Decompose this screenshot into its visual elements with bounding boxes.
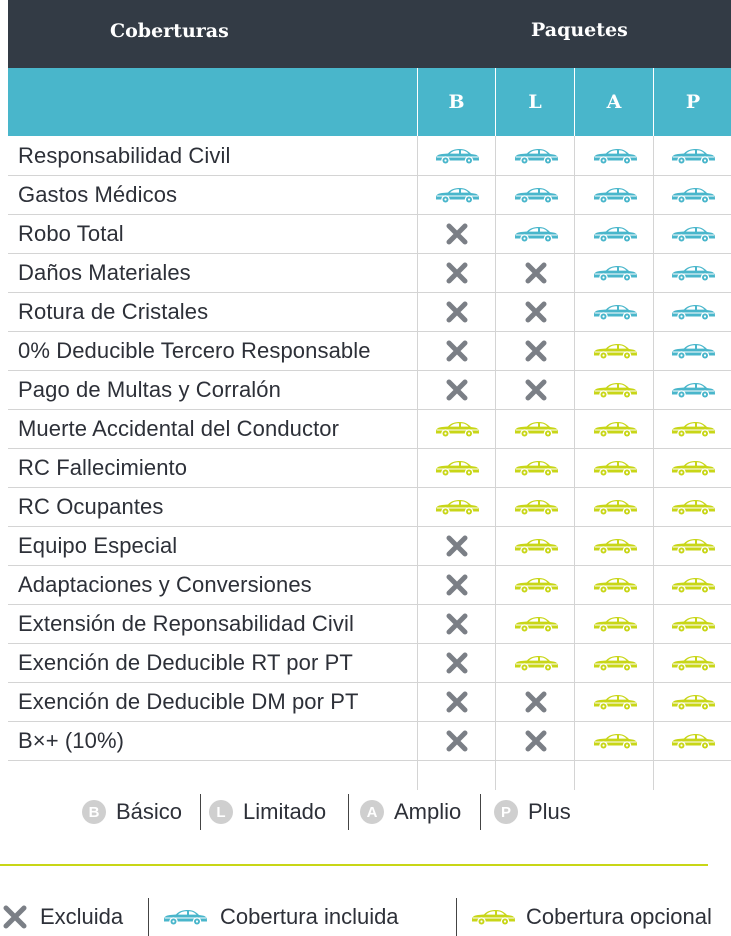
x-icon xyxy=(445,261,469,285)
car-icon-blue xyxy=(670,185,716,205)
car-icon-lime xyxy=(592,380,638,400)
column-divider xyxy=(574,760,575,790)
coverage-cell-a xyxy=(574,721,654,760)
coverage-cell-a xyxy=(574,526,654,565)
car-icon-lime xyxy=(592,575,638,595)
package-col-l: L xyxy=(495,68,574,136)
coverage-cell-p xyxy=(653,721,731,760)
legend-package-label: Básico xyxy=(116,799,183,824)
coverage-cell-l xyxy=(495,487,575,526)
car-icon-lime xyxy=(670,458,716,478)
legend-divider xyxy=(348,794,349,830)
coverage-cell-a xyxy=(574,370,654,409)
table-row xyxy=(8,487,731,527)
legend-package-label: Plus xyxy=(528,799,571,824)
car-icon-lime xyxy=(592,341,638,361)
car-icon-blue xyxy=(592,185,638,205)
car-icon-blue xyxy=(670,224,716,244)
legend-divider xyxy=(200,794,201,830)
coverage-cell-p xyxy=(653,370,731,409)
coverage-cell-l xyxy=(495,604,575,643)
x-icon xyxy=(445,378,469,402)
coverage-cell-b xyxy=(417,526,496,565)
coverage-cell-b xyxy=(417,721,496,760)
coverage-cell-a xyxy=(574,136,654,175)
column-divider xyxy=(417,760,418,790)
coverage-cell-p xyxy=(653,643,731,682)
legend-package-p xyxy=(494,794,571,830)
coverage-cell-p xyxy=(653,682,731,721)
coverage-label: Exención de Deducible RT por PT xyxy=(18,650,353,675)
car-icon-lime xyxy=(513,458,559,478)
coverage-cell-l xyxy=(495,136,575,175)
coverage-cell-p xyxy=(653,253,731,292)
table-row xyxy=(8,370,731,410)
coverage-cell-p xyxy=(653,409,731,448)
car-icon-lime xyxy=(513,575,559,595)
x-icon xyxy=(445,300,469,324)
car-icon-blue xyxy=(513,224,559,244)
car-icon-blue xyxy=(513,185,559,205)
coverage-label: Daños Materiales xyxy=(18,260,191,285)
coverage-label: B×+ (10%) xyxy=(18,728,125,753)
car-icon-blue xyxy=(670,263,716,283)
car-icon-lime xyxy=(670,653,716,673)
coverage-label: Muerte Accidental del Conductor xyxy=(18,416,340,441)
coverage-cell-b xyxy=(417,448,496,487)
coverage-cell-a xyxy=(574,292,654,331)
x-icon xyxy=(524,339,548,363)
car-icon-lime xyxy=(513,653,559,673)
car-icon-lime xyxy=(670,731,716,751)
coverage-cell-a xyxy=(574,643,654,682)
coverage-cell-l xyxy=(495,565,575,604)
coverage-cell-b xyxy=(417,175,496,214)
car-icon-lime xyxy=(670,419,716,439)
coverage-cell-b xyxy=(417,370,496,409)
x-icon xyxy=(524,729,548,753)
car-icon-lime xyxy=(513,614,559,634)
coverage-cell-p xyxy=(653,487,731,526)
car-icon-lime xyxy=(592,653,638,673)
car-icon-lime xyxy=(434,497,480,517)
car-icon-lime xyxy=(592,458,638,478)
coverage-cell-a xyxy=(574,175,654,214)
legend-optional xyxy=(470,898,712,936)
legend-divider xyxy=(148,898,149,936)
car-icon-lime xyxy=(670,614,716,634)
legend-included xyxy=(162,898,399,936)
x-icon xyxy=(445,690,469,714)
badge-b: B xyxy=(82,800,106,824)
car-icon-blue xyxy=(670,146,716,166)
car-icon-blue xyxy=(670,341,716,361)
car-icon-lime xyxy=(513,536,559,556)
coverage-cell-b xyxy=(417,136,496,175)
coverage-cell-l xyxy=(495,721,575,760)
x-icon xyxy=(524,378,548,402)
coverage-cell-a xyxy=(574,565,654,604)
coverage-label: Extensión de Reponsabilidad Civil xyxy=(18,611,354,636)
coverage-cell-p xyxy=(653,526,731,565)
x-icon xyxy=(524,690,548,714)
table-row xyxy=(8,565,731,605)
x-icon xyxy=(445,534,469,558)
legend-divider xyxy=(480,794,481,830)
table-row xyxy=(8,214,731,254)
car-icon-blue xyxy=(592,263,638,283)
coverage-cell-l xyxy=(495,643,575,682)
legend-included-label: Cobertura incluida xyxy=(220,904,399,929)
car-icon-lime xyxy=(592,419,638,439)
legend-package-a xyxy=(360,794,461,830)
coverage-label: Robo Total xyxy=(18,221,124,246)
coverage-cell-b xyxy=(417,643,496,682)
coverage-label: Responsabilidad Civil xyxy=(18,143,231,168)
coverage-cell-a xyxy=(574,487,654,526)
divider-line xyxy=(0,864,708,866)
car-icon-lime xyxy=(592,536,638,556)
coverage-cell-b xyxy=(417,409,496,448)
car-icon-blue xyxy=(434,185,480,205)
packages-header: Paquetes xyxy=(531,19,628,41)
coverage-cell-a xyxy=(574,604,654,643)
car-icon-blue xyxy=(513,146,559,166)
coverage-cell-a xyxy=(574,253,654,292)
legend-package-label: Limitado xyxy=(243,799,327,824)
badge-l: L xyxy=(209,800,233,824)
x-icon xyxy=(445,339,469,363)
car-icon-blue xyxy=(592,302,638,322)
legend-package-l xyxy=(209,794,326,830)
table-row xyxy=(8,526,731,566)
car-icon-lime xyxy=(592,497,638,517)
coverage-label: Adaptaciones y Conversiones xyxy=(18,572,312,597)
coverages-header: Coberturas xyxy=(110,20,229,42)
legend-optional-label: Cobertura opcional xyxy=(526,904,712,929)
coverage-cell-b xyxy=(417,487,496,526)
coverage-cell-p xyxy=(653,331,731,370)
car-icon-lime xyxy=(592,731,638,751)
x-icon xyxy=(445,651,469,675)
coverage-cell-b xyxy=(417,331,496,370)
legend-package-b xyxy=(82,794,182,830)
car-icon-blue xyxy=(592,146,638,166)
car-icon-lime xyxy=(513,497,559,517)
car-icon-lime xyxy=(670,497,716,517)
package-col-p: P xyxy=(653,68,731,136)
coverage-label: Exención de Deducible DM por PT xyxy=(18,689,359,714)
x-icon xyxy=(524,261,548,285)
car-icon-lime xyxy=(670,536,716,556)
coverage-cell-p xyxy=(653,175,731,214)
package-col-a: A xyxy=(574,68,653,136)
x-icon xyxy=(524,300,548,324)
car-icon-lime xyxy=(592,692,638,712)
x-icon xyxy=(445,222,469,246)
column-divider xyxy=(653,760,654,790)
coverage-cell-p xyxy=(653,136,731,175)
coverage-cell-p xyxy=(653,448,731,487)
coverage-cell-p xyxy=(653,604,731,643)
table-row xyxy=(8,604,731,644)
coverage-cell-l xyxy=(495,214,575,253)
coverage-cell-a xyxy=(574,448,654,487)
coverage-label: RC Fallecimiento xyxy=(18,455,188,480)
coverage-cell-l xyxy=(495,331,575,370)
coverage-cell-l xyxy=(495,292,575,331)
coverage-label: RC Ocupantes xyxy=(18,494,164,519)
car-icon-lime xyxy=(513,419,559,439)
table-row xyxy=(8,292,731,332)
car-icon-blue xyxy=(434,146,480,166)
table-row xyxy=(8,643,731,683)
coverage-cell-l xyxy=(495,175,575,214)
coverage-cell-l xyxy=(495,448,575,487)
legend-package-label: Amplio xyxy=(394,799,462,824)
x-icon xyxy=(445,729,469,753)
badge-a: A xyxy=(360,800,384,824)
table-row xyxy=(8,136,731,176)
package-col-b: B xyxy=(417,68,495,136)
coverage-cell-l xyxy=(495,682,575,721)
coverage-cell-p xyxy=(653,565,731,604)
coverage-label: Gastos Médicos xyxy=(18,182,178,207)
table-row xyxy=(8,175,731,215)
coverage-cell-l xyxy=(495,526,575,565)
coverage-cell-a xyxy=(574,409,654,448)
car-icon-lime xyxy=(434,458,480,478)
car-icon-lime xyxy=(434,419,480,439)
x-icon xyxy=(2,904,28,930)
x-icon xyxy=(445,573,469,597)
table-row xyxy=(8,253,731,293)
car-icon-blue xyxy=(162,907,208,927)
coverage-cell-b xyxy=(417,253,496,292)
coverage-cell-b xyxy=(417,682,496,721)
coverage-label: 0% Deducible Tercero Responsable xyxy=(18,338,371,363)
badge-p: P xyxy=(494,800,518,824)
table-row xyxy=(8,409,731,449)
table-row xyxy=(8,682,731,722)
table-row xyxy=(8,331,731,371)
x-icon xyxy=(445,612,469,636)
car-icon-lime xyxy=(670,575,716,595)
coverage-cell-a xyxy=(574,682,654,721)
coverage-cell-a xyxy=(574,331,654,370)
coverage-cell-l xyxy=(495,370,575,409)
coverage-cell-a xyxy=(574,214,654,253)
coverage-cell-b xyxy=(417,214,496,253)
coverage-cell-b xyxy=(417,292,496,331)
table-row xyxy=(8,721,731,761)
coverage-label: Rotura de Cristales xyxy=(18,299,209,324)
car-icon-lime xyxy=(592,614,638,634)
coverage-cell-l xyxy=(495,409,575,448)
car-icon-blue xyxy=(670,380,716,400)
coverage-cell-b xyxy=(417,604,496,643)
legend-excluded xyxy=(2,898,123,936)
coverage-cell-l xyxy=(495,253,575,292)
table-header xyxy=(8,0,731,68)
coverage-label: Equipo Especial xyxy=(18,533,178,558)
coverage-cell-p xyxy=(653,292,731,331)
coverage-cell-b xyxy=(417,565,496,604)
car-icon-lime xyxy=(470,907,516,927)
coverage-cell-p xyxy=(653,214,731,253)
legend-excluded-label: Excluida xyxy=(40,904,124,929)
table-row xyxy=(8,448,731,488)
coverage-label: Pago de Multas y Corralón xyxy=(18,377,281,402)
column-divider xyxy=(495,760,496,790)
package-header-row xyxy=(8,68,731,136)
legend-divider xyxy=(456,898,457,936)
car-icon-lime xyxy=(670,692,716,712)
car-icon-blue xyxy=(670,302,716,322)
car-icon-blue xyxy=(592,224,638,244)
